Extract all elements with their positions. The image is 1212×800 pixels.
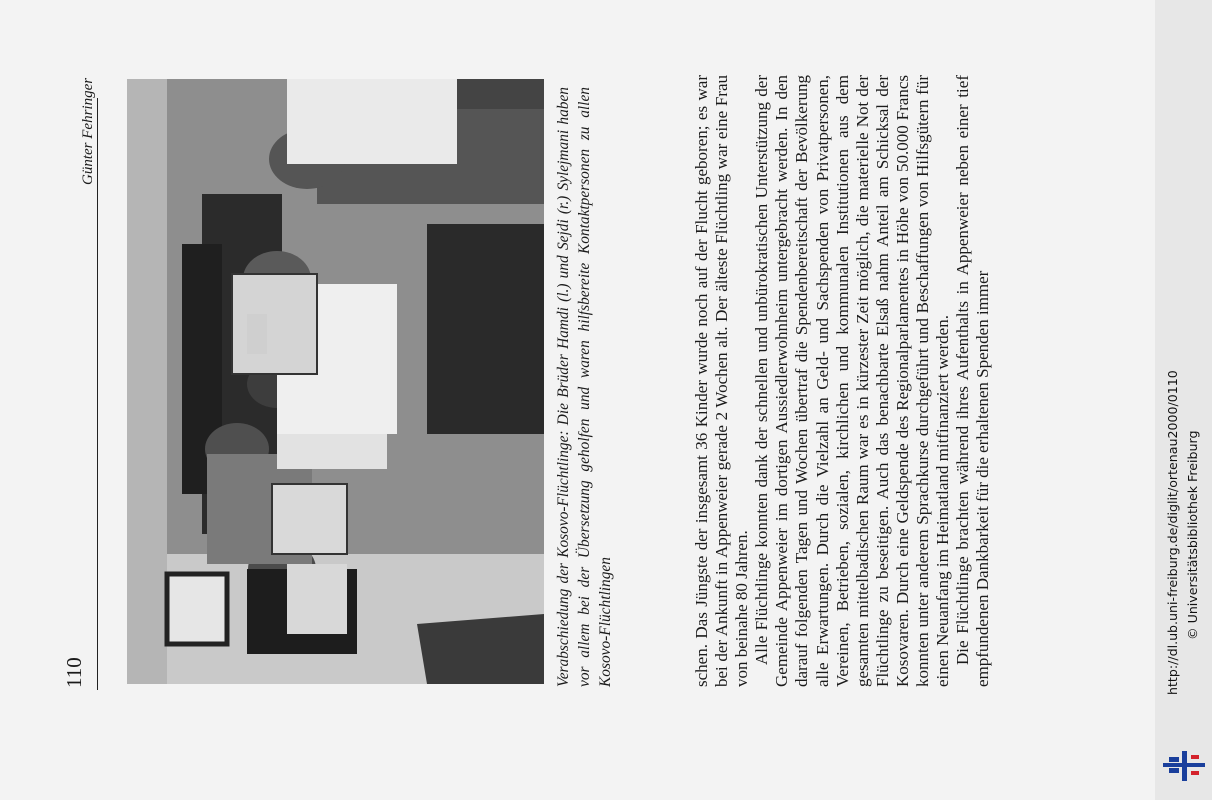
source-url-link[interactable]: http://dl.ub.uni-freiburg.de/diglit/ortenau2000/0110 — [1165, 370, 1180, 695]
body-paragraph: Die Flüchtlinge brachten während ihres Aufenthalts in Appenweier neben einer tief empfundenen Dankbarkeit für die erhaltenen Spenden immer — [953, 75, 993, 687]
body-paragraph: schen. Das Jüngste der insgesamt 36 Kinder wurde noch auf der Flucht geboren; es war bei der Ankunft in Appenweier gerade 2 Wochen alt. Der älteste Flüchtling war eine Frau von beinahe 80 Jahren. — [692, 75, 752, 687]
page-number: 110 — [62, 657, 86, 688]
photo-caption: Verabschiedung der Kosovo-Flüchtlinge: Die Brüder Hamdi (l.) und Sejdi (r.) Sylejmani haben vor allem bei der Übersetzung geholfen und waren hilfsbereite Kontaktpersonen zu allen Kosovo-Flüchtlingen — [555, 87, 614, 687]
digitization-margin-text — [1155, 0, 1212, 800]
ub-freiburg-logo-icon — [1163, 745, 1205, 787]
body-paragraph: Alle Flüchtlinge konnten dank der schnellen und unbürokratischen Unterstützung der Gemeinde Appenweier im dortigen Aussiedlerwohnheim untergebracht werden. In den darauf folgenden Tagen und Wochen übertraf die Spendenbereitschaft der Bevölkerung alle Erwartungen. Durch die Vielzahl an Geld- und Sachspenden von Privatpersonen, Vereinen, Betrieben, sozialen, kirchlichen und kommunalen Institutionen aus dem gesamten mittelbadischen Raum war es in kürzester Zeit möglich, die materielle Not der Flüchtlinge zu beseitigen. Auch das benachbarte Elsaß nahm Anteil am Schicksal der Kosovaren. Durch eine Geldspende des Regionalparlamentes in Höhe von 50.000 Francs konnten unter anderem Sprachkurse durchgeführt und Beschaffungen von Hilfsgütern für einen Neuanfang im Heimatland mitfinanziert werden. — [752, 75, 953, 687]
photo-image — [127, 79, 544, 684]
header-rule — [97, 98, 98, 690]
body-text — [692, 75, 993, 687]
copyright-notice: © Universitätsbibliothek Freiburg — [1185, 430, 1200, 640]
digitization-margin — [1155, 0, 1212, 800]
running-head-author: Günter Fehringer — [80, 77, 96, 185]
group-photo — [127, 79, 544, 684]
